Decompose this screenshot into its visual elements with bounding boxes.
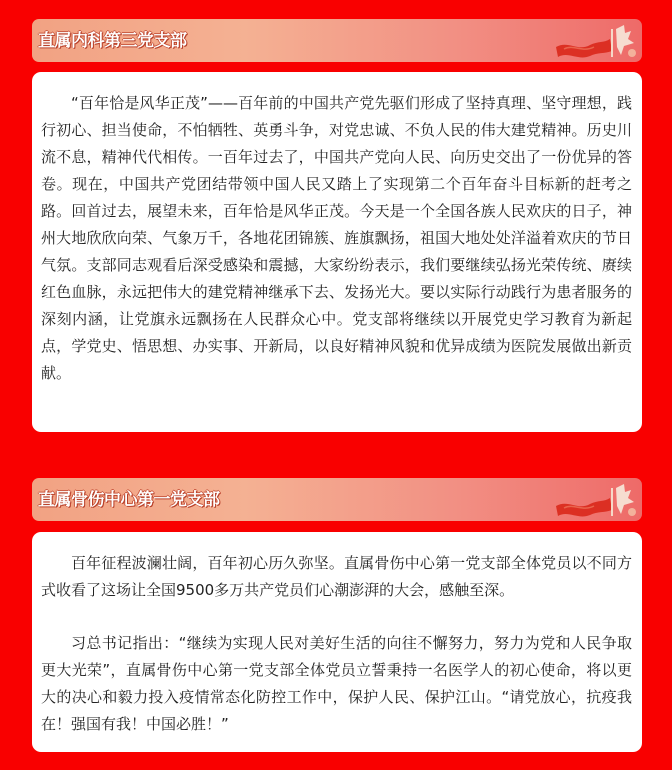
section-1-header bbox=[32, 19, 642, 62]
section-2-paragraph-1: 百年征程波澜壮阔，百年初心历久弥坚。直属骨伤中心第一党支部全体党员以不同方式收看了这场让全国9500多万共产党员们心潮澎湃的大会，感触至深。 bbox=[41, 554, 632, 599]
section-2-title: 直属骨伤中心第一党支部 bbox=[38, 490, 220, 510]
section-1-title: 直属内科第三党支部 bbox=[38, 31, 187, 51]
section-2-header bbox=[32, 478, 642, 521]
section-2-card bbox=[32, 532, 642, 752]
section-1-card bbox=[32, 72, 642, 432]
party-flag-icon bbox=[554, 25, 638, 59]
section-2-paragraph-2: 习总书记指出：“继续为实现人民对美好生活的向往不懈努力，努力为党和人民争取更大光荣”，直属骨伤中心第一党支部全体党员立誓秉持一名医学人的初心使命，将以更大的决心和毅力投入疫情常态化防控工作中，保护人民、保护江山。“请党放心，抗疫我在！强国有我！中国必胜！” bbox=[41, 634, 632, 733]
party-flag-icon bbox=[554, 484, 638, 518]
section-1-paragraph-1: “百年恰是风华正茂”——百年前的中国共产党先驱们形成了坚持真理、坚守理想，践行初心、担当使命，不怕牺牲、英勇斗争，对党忠诚、不负人民的伟大建党精神。历史川流不息，精神代代相传。一百年过去了，中国共产党向人民、向历史交出了一份优异的答卷。现在，中国共产党团结带领中国人民又踏上了实现第二个百年奋斗目标新的赶考之路。回首过去，展望未来，百年恰是风华正茂。今天是一个全国各族人民欢庆的日子，神州大地欣欣向荣、气象万千，各地花团锦簇、旌旗飘扬，祖国大地处处洋溢着欢庆的节日气氛。支部同志观看后深受感染和震撼，大家纷纷表示，我们要继续弘扬光荣传统、赓续红色血脉，永远把伟大的建党精神继承下去、发扬光大。要以实际行动践行为患者服务的深刻内涵，让党旗永远飘扬在人民群众心中。党支部将继续以开展党史学习教育为新起点，学党史、悟思想、办实事、开新局，以良好精神风貌和优异成绩为医院发展做出新贡献。 bbox=[41, 94, 632, 382]
